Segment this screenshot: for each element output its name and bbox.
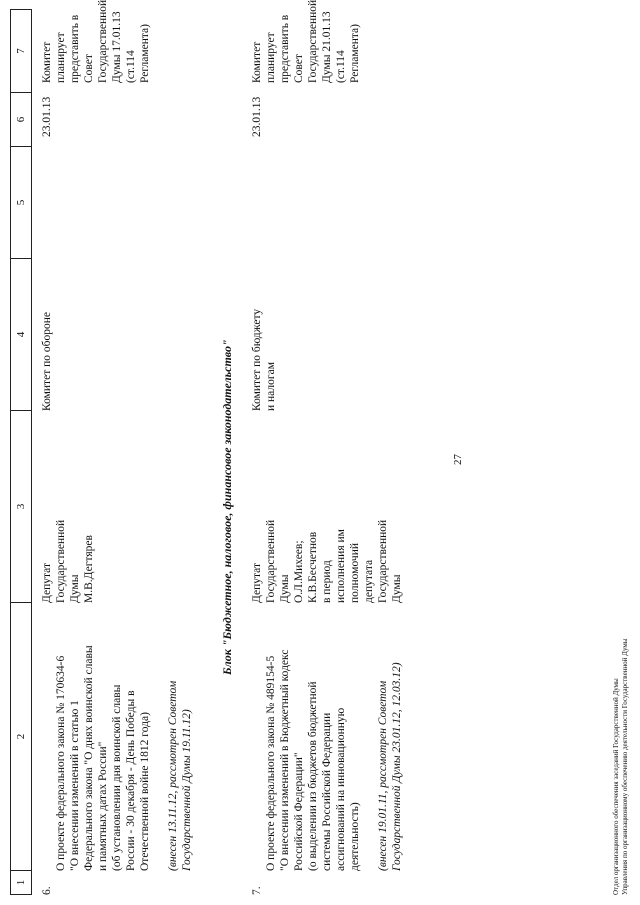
bill-title (40, 641, 194, 871)
bill-title-text: О проекте федерального закона № 170634-6 "О внесении изменений в статью 1 Федерального закона "О днях воинской славы и памятных датах России" (об установлении дня воинской славы России - 30 декабря - День Победы в Отечественной войне 1812 года) (55, 645, 151, 871)
column-header-3: 3 (11, 410, 31, 602)
footer-line-2: Управления по организационному обеспечению деятельности Государственной Думы (621, 638, 629, 895)
column-header-6: 6 (11, 92, 31, 146)
footer-line-1: Отдел организационного обеспечения заседаний Государственной Думы (612, 678, 620, 895)
bill-initiator: Депутат Государственной Думы О.Л.Михеев; К.В.Бесчетнов в период исполнения им полномочий депутата Государственной Думы (251, 519, 403, 603)
row-number: 6. (41, 886, 53, 895)
table-row (250, 0, 450, 895)
page-number: 27 (452, 454, 464, 465)
column-header-4: 4 (11, 258, 31, 410)
table-row (40, 0, 210, 895)
bill-committee: Комитет по обороне (41, 312, 53, 411)
bill-date: 23.01.13 (41, 96, 53, 137)
bill-initiator: Депутат Государственной Думы М.В.Дегтярев (41, 519, 95, 603)
bill-plan: Комитет планирует представить в Совет Государственной Думы 17.01.13 (ст.114 Регламента) (41, 0, 151, 83)
bill-plan: Комитет планирует представить в Совет Государственной Думы 21.01.13 (ст.114 Регламента) (251, 0, 361, 83)
row-number: 7. (251, 886, 263, 895)
bill-note: (внесен 19.01.11, рассмотрен Советом Государственной Думы 23.01.12, 12.03.12) (377, 662, 403, 871)
column-header-1: 1 (11, 870, 31, 894)
bill-note: (внесен 13.11.12, рассмотрен Советом Государственной Думы 19.11.12) (167, 680, 193, 871)
column-header-row (10, 9, 32, 895)
column-header-2: 2 (11, 602, 31, 870)
bill-committee: Комитет по бюджету и налогам (251, 308, 277, 411)
column-header-5: 5 (11, 146, 31, 258)
page-footer (612, 639, 630, 895)
block-title: Блок "Бюджетное, налоговое, финансовое законодательство" (220, 339, 234, 675)
column-header-7: 7 (11, 9, 31, 92)
bill-date: 23.01.13 (251, 96, 263, 137)
bill-title (250, 641, 404, 871)
bill-title-text: О проекте федерального закона № 489154-5 "О внесении изменений в Бюджетный кодекс Российской Федерации" (о выделении из бюджетов бюджетной системы Российской Федерации ассигнований на инновационную деятельность) (265, 649, 361, 871)
